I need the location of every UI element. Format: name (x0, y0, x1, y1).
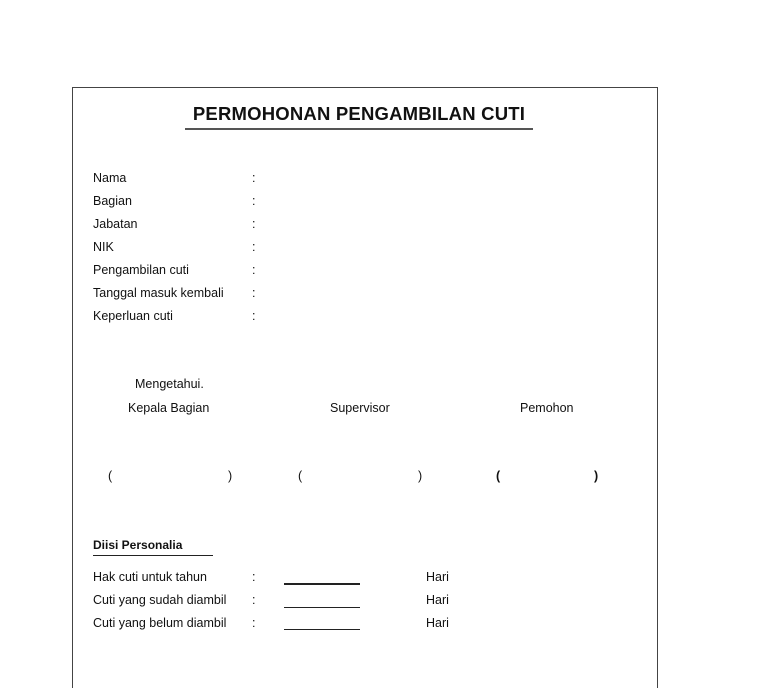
field-sep: : (252, 286, 256, 300)
sign-close: ) (594, 469, 599, 483)
mengetahui-label: Mengetahui. (135, 377, 204, 391)
field-sep: : (252, 171, 256, 185)
personalia-label: Cuti yang belum diambil (93, 616, 227, 630)
field-label-jabatan: Jabatan (93, 217, 138, 231)
field-sep: : (252, 240, 256, 254)
personalia-label: Hak cuti untuk tahun (93, 570, 207, 584)
kepala-bagian-label: Kepala Bagian (128, 401, 210, 415)
field-sep: : (252, 309, 256, 323)
field-sep: : (252, 194, 256, 208)
sign-open: ( (108, 469, 113, 483)
field-label-bagian: Bagian (93, 194, 132, 208)
field-sep: : (252, 616, 256, 630)
personalia-label: Cuti yang sudah diambil (93, 593, 227, 607)
personalia-heading: Diisi Personalia (93, 538, 213, 556)
field-label-keperluan: Keperluan cuti (93, 309, 173, 323)
field-label-nama: Nama (93, 171, 127, 185)
blank-line (284, 607, 360, 608)
field-sep: : (252, 217, 256, 231)
unit-label: Hari (426, 570, 449, 584)
sign-close: ) (418, 469, 423, 483)
sign-close: ) (228, 469, 233, 483)
blank-line (284, 583, 360, 585)
sign-open: ( (496, 469, 501, 483)
sign-open: ( (298, 469, 303, 483)
field-label-tanggal-masuk: Tanggal masuk kembali (93, 286, 224, 300)
field-sep: : (252, 263, 256, 277)
field-sep: : (252, 570, 256, 584)
unit-label: Hari (426, 616, 449, 630)
field-label-nik: NIK (93, 240, 114, 254)
field-sep: : (252, 593, 256, 607)
page-title: PERMOHONAN PENGAMBILAN CUTI (185, 103, 533, 130)
pemohon-label: Pemohon (520, 401, 574, 415)
field-label-pengambilan: Pengambilan cuti (93, 263, 189, 277)
unit-label: Hari (426, 593, 449, 607)
supervisor-label: Supervisor (330, 401, 390, 415)
